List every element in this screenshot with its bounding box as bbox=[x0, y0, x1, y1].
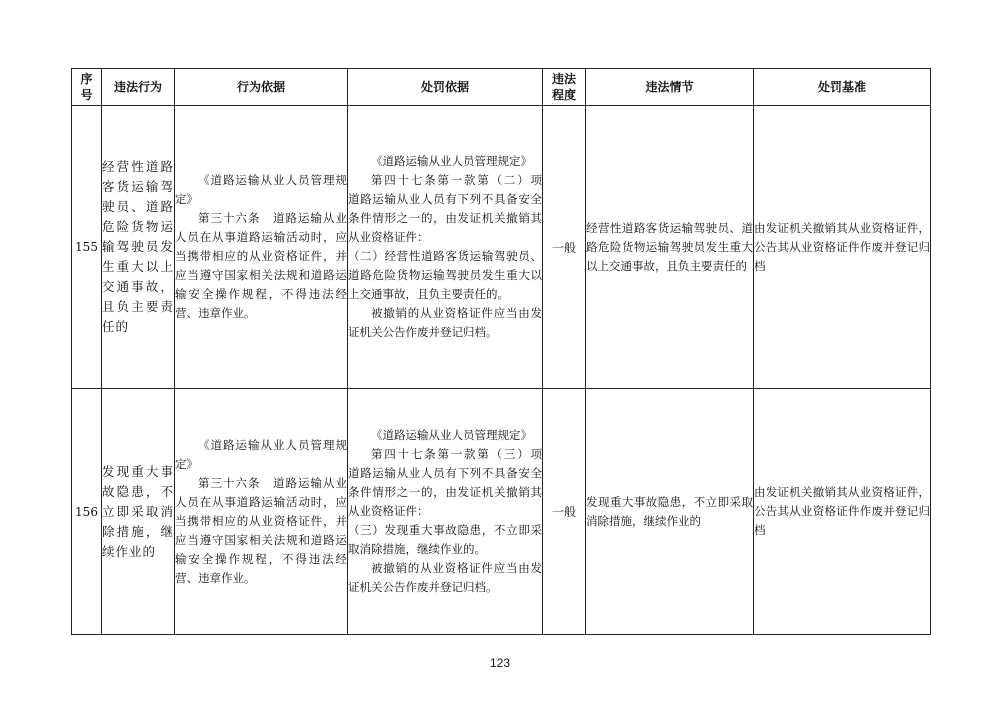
row-degree: 一般 bbox=[543, 389, 586, 635]
row-standard: 由发证机关撤销其从业资格证件，公告其从业资格证件作废并登记归档 bbox=[754, 106, 931, 389]
header-penalty-basis: 处罚依据 bbox=[348, 69, 543, 106]
row-behavior: 发现重大事故隐患，不立即采取消除措施，继续作业的 bbox=[102, 389, 175, 635]
header-standard: 处罚基准 bbox=[754, 69, 931, 106]
basis-text: 第三十六条 道路运输从业人员在从事道路运输活动时，应当携带相应的从业资格证件，并应当遵守国家相关法规和道路运输安全操作规程，不得违法经营、违章作业。 bbox=[175, 475, 347, 585]
header-row bbox=[72, 69, 931, 106]
row-basis bbox=[175, 106, 348, 389]
header-degree: 违法程度 bbox=[543, 69, 586, 106]
penalty-note: 被撤销的从业资格证件应当由发证机关公告作废并登记归档。 bbox=[348, 561, 542, 594]
penalty-clause: 第四十七条第一款第（三）项 道路运输从业人员有下列不具备安全条件情形之一的，由发证机关撤销其从业资格证件： bbox=[348, 447, 554, 518]
row-penalty-basis bbox=[348, 106, 554, 389]
header-circumstances: 违法情节 bbox=[586, 69, 754, 106]
basis-title: 《道路运输从业人员管理规定》 bbox=[175, 437, 347, 471]
header-behavior: 违法行为 bbox=[102, 69, 175, 106]
row-circumstances: 发现重大事故隐患，不立即采取消除措施，继续作业的 bbox=[586, 389, 754, 635]
penalty-note: 被撤销的从业资格证件应当由发证机关公告作废并登记归档。 bbox=[348, 306, 542, 339]
row-standard: 由发证机关撤销其从业资格证件，公告其从业资格证件作废并登记归档 bbox=[754, 389, 931, 635]
penalty-item: （二）经营性道路客货运输驾驶员、道路危险货物运输驾驶员发生重大以上交通事故，且负主要责任的。 bbox=[348, 249, 542, 301]
penalty-title: 《道路运输从业人员管理规定》 bbox=[371, 428, 532, 442]
row-penalty-basis bbox=[348, 389, 554, 635]
row-basis bbox=[175, 389, 348, 635]
row-degree: 一般 bbox=[543, 106, 586, 389]
penalty-item: （三）发现重大事故隐患，不立即采取消除措施，继续作业的。 bbox=[348, 523, 542, 556]
penalty-clause: 第四十七条第一款第（二）项 道路运输从业人员有下列不具备安全条件情形之一的，由发证机关撤销其从业资格证件： bbox=[348, 173, 554, 244]
table-row bbox=[72, 106, 931, 389]
header-basis: 行为依据 bbox=[175, 69, 348, 106]
penalty-table bbox=[71, 68, 931, 635]
basis-text: 第三十六条 道路运输从业人员在从事道路运输活动时，应当携带相应的从业资格证件，并应当遵守国家相关法规和道路运输安全操作规程，不得违法经营、违章作业。 bbox=[175, 211, 347, 320]
row-behavior: 经营性道路客货运输驾驶员、道路危险货物运输驾驶员发生重大以上交通事故，且负主要责任的 bbox=[102, 106, 175, 389]
row-circumstances: 经营性道路客货运输驾驶员、道路危险货物运输驾驶员发生重大以上交通事故，且负主要责任的 bbox=[586, 106, 754, 389]
header-index: 序号 bbox=[72, 69, 102, 106]
table-row bbox=[72, 389, 931, 635]
penalty-title: 《道路运输从业人员管理规定》 bbox=[371, 154, 532, 168]
row-index: 155 bbox=[72, 106, 102, 389]
page-number: 123 bbox=[489, 656, 511, 670]
row-index: 156 bbox=[72, 389, 102, 635]
basis-title: 《道路运输从业人员管理规定》 bbox=[175, 173, 347, 206]
